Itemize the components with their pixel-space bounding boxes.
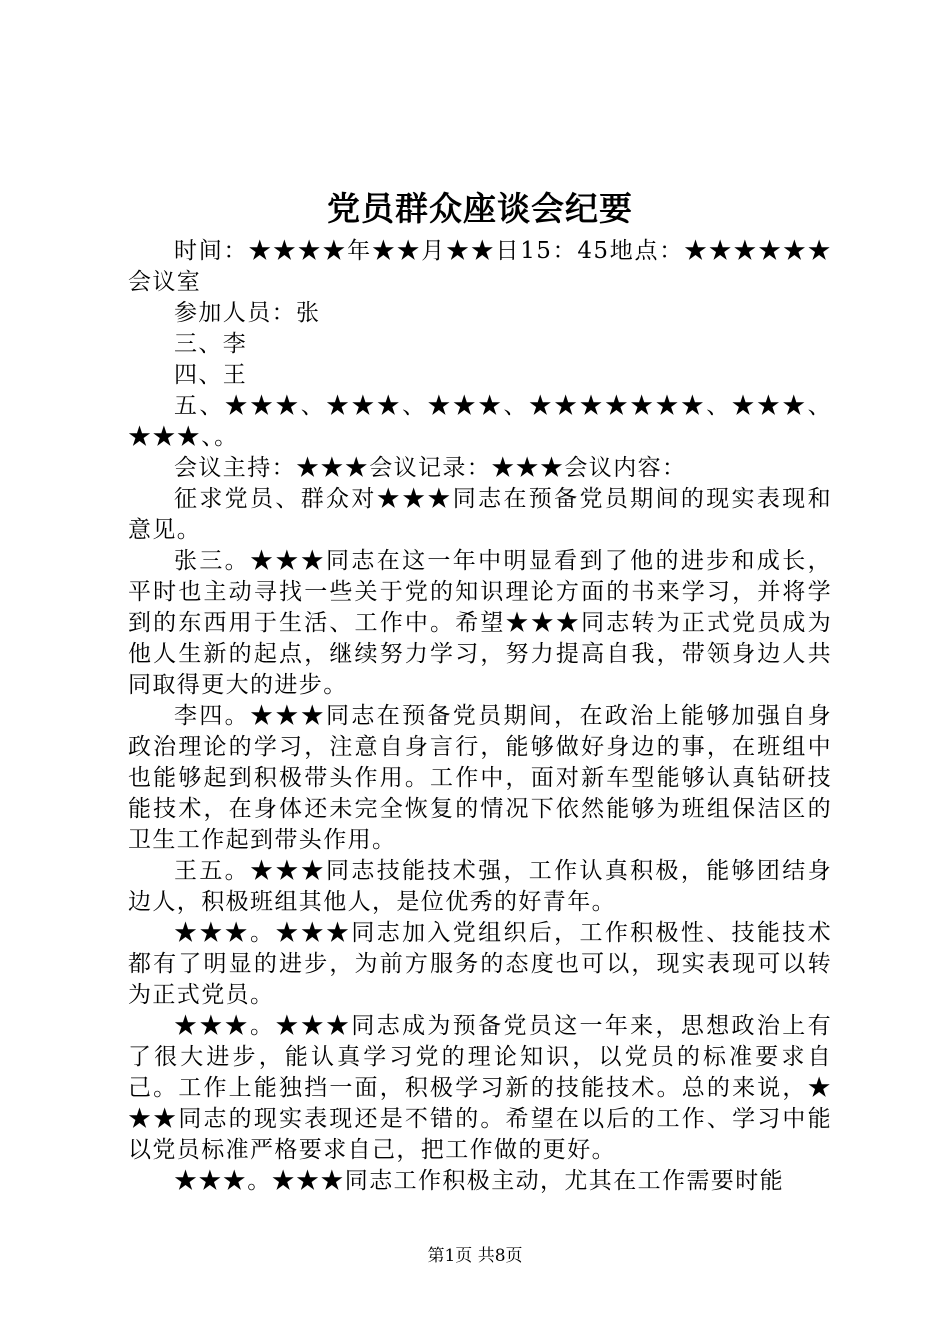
paragraph-attendees-cont-3: 五、★★★、★★★、★★★、★★★★★★★、★★★、★★★、。 xyxy=(128,393,832,450)
document-title: 党员群众座谈会纪要 xyxy=(327,189,633,228)
paragraph-time-location: 时间：★★★★年★★月★★日15：45地点：★★★★★★会议室 xyxy=(128,238,832,295)
paragraph-comment-1: ★★★。★★★同志加入党组织后，工作积极性、技能技术都有了明显的进步，为前方服务的态度也可以，现实表现可以转为正式党员。 xyxy=(128,920,832,1008)
paragraph-host-recorder: 会议主持：★★★会议记录：★★★会议内容： xyxy=(174,455,687,481)
paragraph-purpose: 征求党员、群众对★★★同志在预备党员期间的现实表现和意见。 xyxy=(128,486,832,543)
paragraph-comment-2: ★★★。★★★同志成为预备党员这一年来，思想政治上有了很大进步，能认真学习党的理论知识，以党员的标准要求自己。工作上能独挡一面，积极学习新的技能技术。总的来说，★★★同志的现实表现还是不错的。希望在以后的工作、学习中能以党员标准严格要求自己，把工作做的更好。 xyxy=(128,1013,832,1163)
paragraph-attendees: 参加人员：张 xyxy=(174,300,321,326)
paragraph-attendees-cont-1: 三、李 xyxy=(174,331,248,357)
paragraph-zhang-san: 张三。★★★同志在这一年中明显看到了他的进步和成长，平时也主动寻找一些关于党的知识理论方面的书来学习，并将学到的东西用于生活、工作中。希望★★★同志转为正式党员成为他人生新的起点，继续努力学习，努力提高自我，带领身边人共同取得更大的进步。 xyxy=(128,548,832,698)
document-page xyxy=(128,0,832,1344)
paragraph-wang-wu: 王五。★★★同志技能技术强，工作认真积极，能够团结身边人，积极班组其他人，是位优秀的好青年。 xyxy=(128,858,832,915)
paragraph-attendees-cont-2: 四、王 xyxy=(174,362,248,388)
paragraph-li-si: 李四。★★★同志在预备党员期间，在政治上能够加强自身政治理论的学习，注意自身言行，能够做好身边的事，在班组中也能够起到积极带头作用。工作中，面对新车型能够认真钻研技能技术，在身体还未完全恢复的情况下依然能够为班组保洁区的卫生工作起到带头作用。 xyxy=(128,703,832,853)
page-footer: 第1页 共8页 xyxy=(427,1246,523,1266)
document-body xyxy=(128,236,832,1197)
paragraph-comment-3: ★★★。★★★同志工作积极主动，尤其在工作需要时能 xyxy=(174,1168,784,1194)
